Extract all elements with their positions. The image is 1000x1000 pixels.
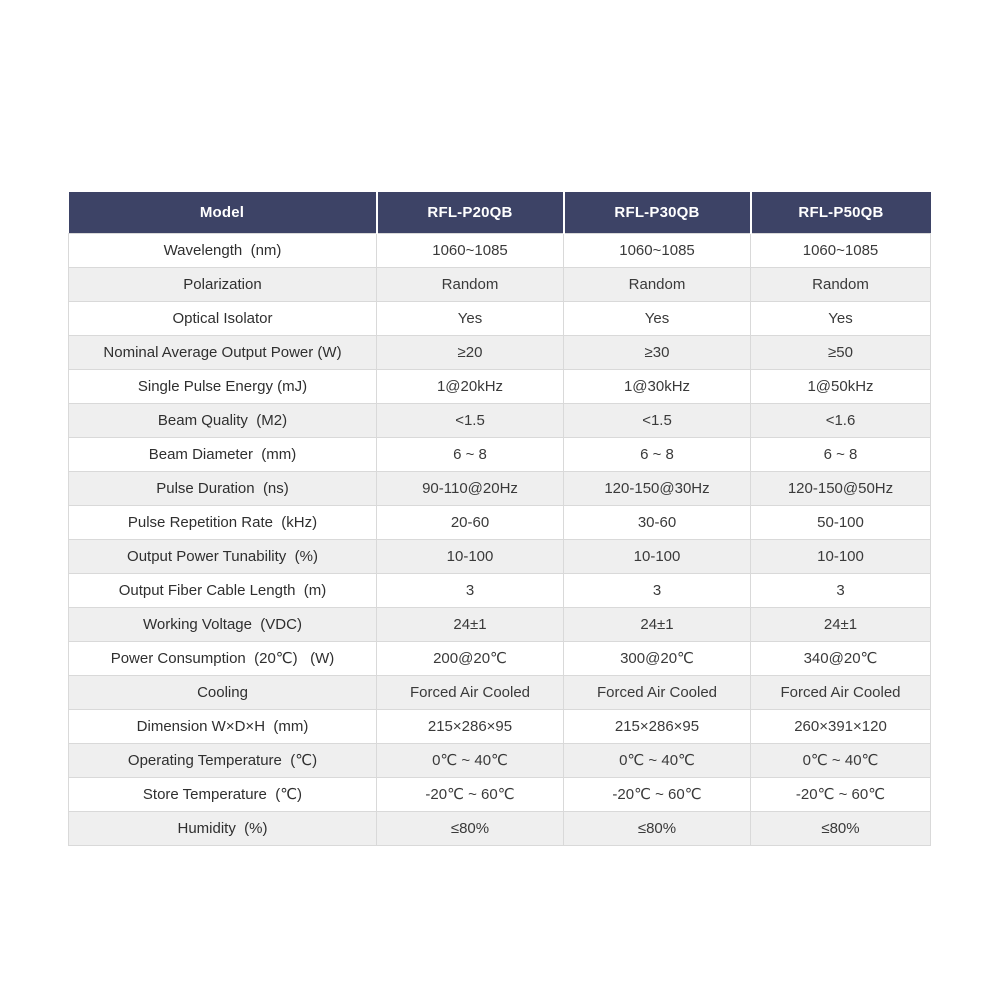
row-value: <1.6 [751, 403, 931, 437]
row-value: 10-100 [377, 539, 564, 573]
row-label: Output Power Tunability (%) [69, 539, 377, 573]
row-label: Output Fiber Cable Length (m) [69, 573, 377, 607]
header-cell-rfl-p20qb: RFL-P20QB [377, 192, 564, 233]
row-label: Pulse Repetition Rate (kHz) [69, 505, 377, 539]
row-value: 1060~1085 [564, 233, 751, 267]
table-row [69, 233, 931, 267]
row-value: 215×286×95 [377, 709, 564, 743]
laser-spec-table [68, 192, 931, 846]
row-label: Beam Diameter (mm) [69, 437, 377, 471]
table-row [69, 811, 931, 845]
row-value: Yes [377, 301, 564, 335]
row-value: 10-100 [751, 539, 931, 573]
row-value: ≥30 [564, 335, 751, 369]
row-value: <1.5 [564, 403, 751, 437]
row-value: Forced Air Cooled [377, 675, 564, 709]
row-value: 0℃ ~ 40℃ [564, 743, 751, 777]
row-label: Dimension W×D×H (mm) [69, 709, 377, 743]
table-row [69, 403, 931, 437]
row-value: 24±1 [377, 607, 564, 641]
row-label: Wavelength (nm) [69, 233, 377, 267]
row-value: ≥20 [377, 335, 564, 369]
row-label: Polarization [69, 267, 377, 301]
row-value: -20℃ ~ 60℃ [564, 777, 751, 811]
row-value: 120-150@30Hz [564, 471, 751, 505]
row-value: 0℃ ~ 40℃ [751, 743, 931, 777]
row-value: 24±1 [751, 607, 931, 641]
row-label: Optical Isolator [69, 301, 377, 335]
row-value: Yes [751, 301, 931, 335]
table-row [69, 471, 931, 505]
table-row [69, 709, 931, 743]
row-value: Random [377, 267, 564, 301]
row-value: Yes [564, 301, 751, 335]
row-value: 120-150@50Hz [751, 471, 931, 505]
row-value: 6 ~ 8 [377, 437, 564, 471]
row-value: ≤80% [377, 811, 564, 845]
row-value: 3 [564, 573, 751, 607]
row-value: 1@30kHz [564, 369, 751, 403]
row-value: 3 [377, 573, 564, 607]
row-value: ≤80% [751, 811, 931, 845]
table-row [69, 539, 931, 573]
row-label: Store Temperature (℃) [69, 777, 377, 811]
table-row [69, 335, 931, 369]
row-value: Random [751, 267, 931, 301]
table-row [69, 743, 931, 777]
row-label: Beam Quality (M2) [69, 403, 377, 437]
row-label: Operating Temperature (℃) [69, 743, 377, 777]
row-value: <1.5 [377, 403, 564, 437]
row-value: 340@20℃ [751, 641, 931, 675]
row-value: 200@20℃ [377, 641, 564, 675]
row-value: Forced Air Cooled [751, 675, 931, 709]
row-value: 3 [751, 573, 931, 607]
row-value: 6 ~ 8 [751, 437, 931, 471]
row-value: -20℃ ~ 60℃ [377, 777, 564, 811]
row-value: 20-60 [377, 505, 564, 539]
row-value: 1060~1085 [751, 233, 931, 267]
row-value: ≤80% [564, 811, 751, 845]
header-cell-model: Model [69, 192, 377, 233]
row-value: -20℃ ~ 60℃ [751, 777, 931, 811]
table-row [69, 437, 931, 471]
row-value: Forced Air Cooled [564, 675, 751, 709]
row-label: Working Voltage (VDC) [69, 607, 377, 641]
table-row [69, 267, 931, 301]
row-value: Random [564, 267, 751, 301]
table-row [69, 641, 931, 675]
row-value: 90-110@20Hz [377, 471, 564, 505]
spec-table-body [69, 233, 931, 845]
table-row [69, 675, 931, 709]
row-value: 215×286×95 [564, 709, 751, 743]
row-value: 0℃ ~ 40℃ [377, 743, 564, 777]
row-value: 1060~1085 [377, 233, 564, 267]
row-value: 1@20kHz [377, 369, 564, 403]
spec-table-container [68, 192, 930, 846]
table-row [69, 505, 931, 539]
table-row [69, 369, 931, 403]
row-value: 1@50kHz [751, 369, 931, 403]
row-value: 24±1 [564, 607, 751, 641]
row-value: 260×391×120 [751, 709, 931, 743]
row-value: 300@20℃ [564, 641, 751, 675]
row-label: Pulse Duration (ns) [69, 471, 377, 505]
row-value: 30-60 [564, 505, 751, 539]
row-value: ≥50 [751, 335, 931, 369]
header-cell-rfl-p50qb: RFL-P50QB [751, 192, 931, 233]
table-header-row [69, 192, 931, 233]
table-row [69, 607, 931, 641]
row-label: Cooling [69, 675, 377, 709]
row-label: Humidity (%) [69, 811, 377, 845]
header-cell-rfl-p30qb: RFL-P30QB [564, 192, 751, 233]
row-label: Power Consumption (20℃) (W) [69, 641, 377, 675]
row-value: 50-100 [751, 505, 931, 539]
row-value: 6 ~ 8 [564, 437, 751, 471]
row-label: Nominal Average Output Power (W) [69, 335, 377, 369]
table-row [69, 777, 931, 811]
row-value: 10-100 [564, 539, 751, 573]
table-row [69, 301, 931, 335]
row-label: Single Pulse Energy (mJ) [69, 369, 377, 403]
table-row [69, 573, 931, 607]
